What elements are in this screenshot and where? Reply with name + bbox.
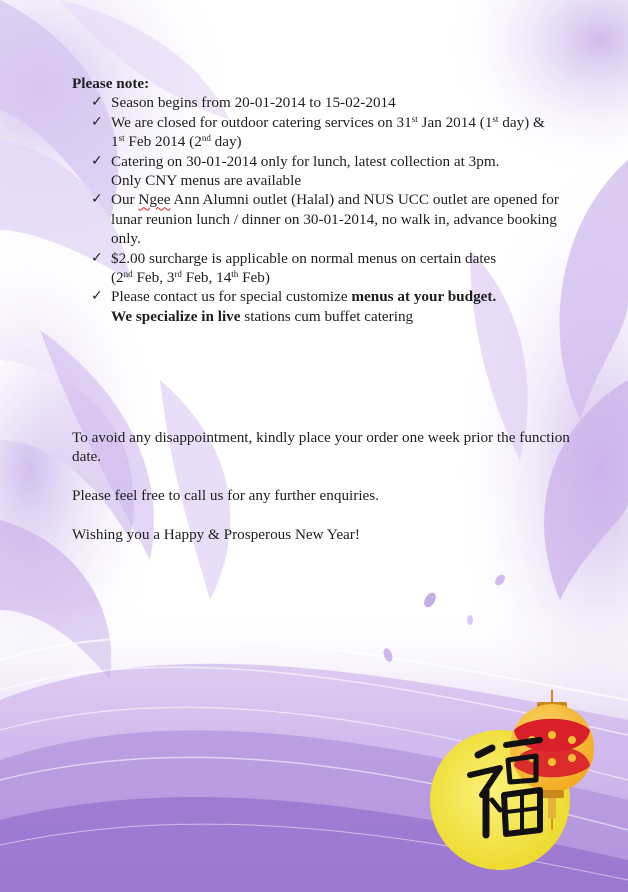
list-item — [91, 152, 562, 191]
list-item — [91, 190, 562, 248]
note-text: day) — [210, 133, 242, 151]
ordinal-suffix: st — [492, 113, 499, 124]
note-text: Season begins from 20-01-2014 to 15-02-2014 — [111, 94, 396, 112]
enquiries-paragraph: Please feel free to call us for any further enquiries. — [72, 487, 379, 504]
note-text: Ann Alumni outlet (Halal) and NUS UCC outlet are opened for lunar reunion lunch / dinner on 30-01-2014, no walk in, advance booking only. — [111, 191, 559, 248]
note-text: stations cum buffet catering — [240, 307, 414, 325]
check-icon: ✓ — [91, 249, 103, 266]
note-text: Feb) — [238, 269, 270, 287]
new-year-greeting: Wishing you a Happy & Prosperous New Year! — [72, 526, 360, 543]
ordinal-suffix: st — [411, 113, 418, 124]
note-text: Feb, 14 — [181, 269, 232, 287]
check-icon: ✓ — [91, 94, 103, 111]
note-text: Only CNY menus are available — [111, 172, 302, 190]
list-item — [91, 113, 562, 152]
list-item — [91, 93, 562, 112]
note-text: Catering on 30-01-2014 only for lunch, latest collection at 3pm. — [111, 152, 500, 170]
note-text: $2.00 surcharge is applicable on normal menus on certain dates — [111, 249, 497, 267]
note-text-bold: We specialize in live — [111, 307, 241, 325]
notice-content — [72, 74, 562, 326]
check-icon: ✓ — [91, 113, 103, 130]
spellcheck-word: Ngee — [138, 191, 171, 209]
note-text: Feb, 3 — [132, 269, 175, 287]
note-text: (2 — [111, 269, 124, 287]
note-text: We are closed for outdoor catering services on 31 — [111, 113, 412, 131]
note-text: day) & 1 — [111, 113, 545, 151]
note-text: Our — [111, 191, 139, 209]
ordinal-suffix: rd — [174, 269, 182, 280]
note-text: Jan 2014 (1 — [417, 113, 493, 131]
order-advice-paragraph: To avoid any disappointment, kindly place your order one week prior the function date. — [72, 429, 570, 466]
notes-list — [72, 93, 562, 326]
note-text-bold: menus at your budget. — [351, 288, 497, 306]
check-icon: ✓ — [91, 288, 103, 305]
ordinal-suffix: th — [231, 269, 239, 280]
check-icon: ✓ — [91, 191, 103, 208]
note-text: Feb 2014 (2 — [124, 133, 202, 151]
please-note-heading: Please note: — [72, 75, 150, 92]
list-item — [91, 249, 562, 288]
ordinal-suffix: nd — [201, 133, 211, 144]
check-icon: ✓ — [91, 152, 103, 169]
note-text: Please contact us for special customize — [111, 288, 352, 306]
ordinal-suffix: nd — [123, 269, 133, 280]
list-item — [91, 287, 562, 326]
ordinal-suffix: st — [118, 133, 125, 144]
